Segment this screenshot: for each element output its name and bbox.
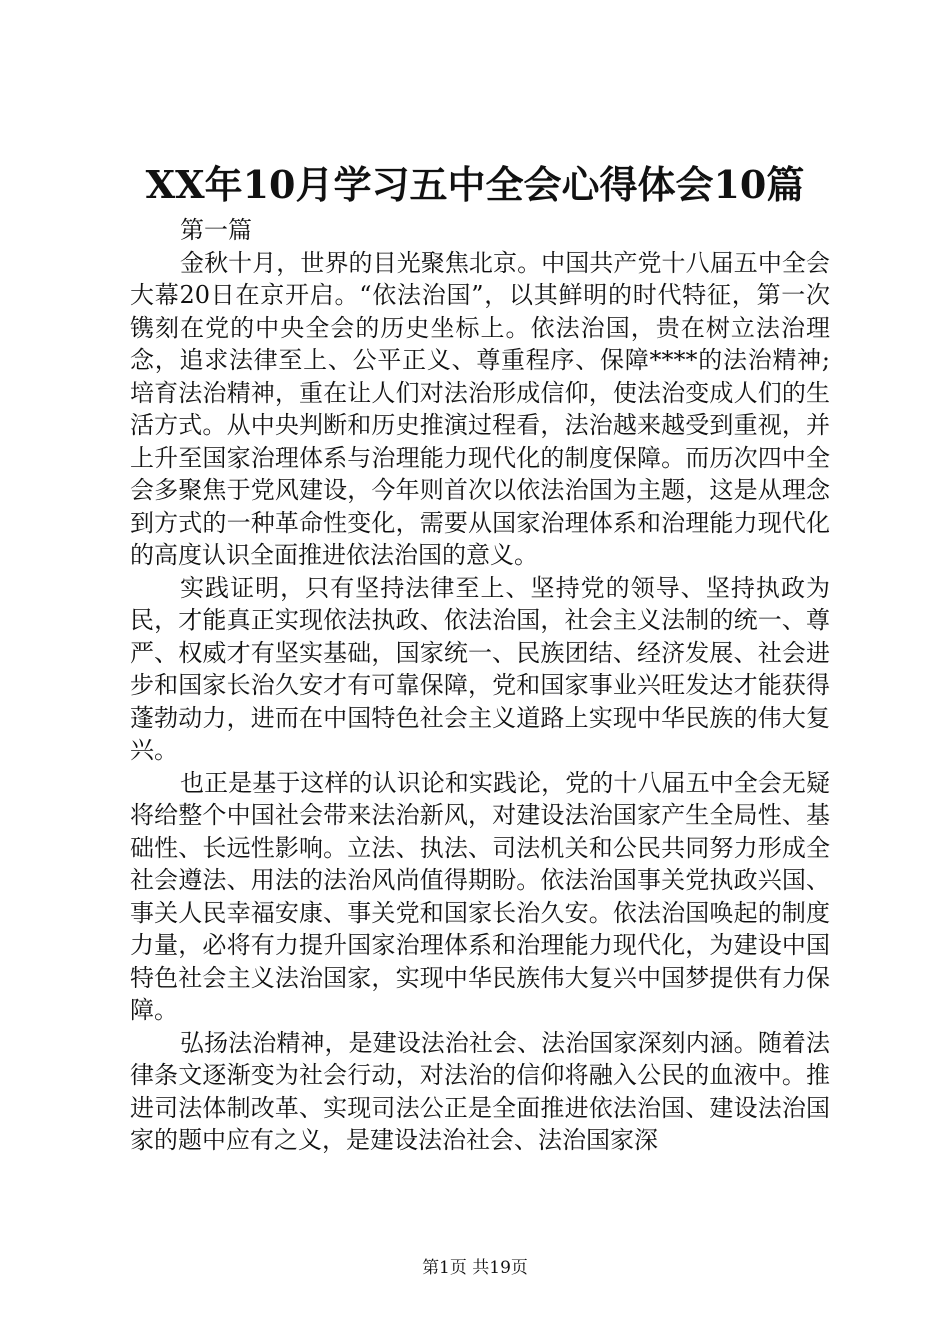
paragraph-4: 弘扬法治精神，是建设法治社会、法治国家深刻内涵。随着法律条文逐渐变为社会行动，对法治的信仰将融入公民的血液中。推进司法体制改革、实现司法公正是全面推进依法治国、建设法治国家的题中应有之义，是建设法治社会、法治国家深 bbox=[130, 1028, 830, 1154]
document-body bbox=[130, 214, 830, 1157]
document-title: XX年10月学习五中全会心得体会10篇 bbox=[145, 162, 805, 207]
paragraph-3: 也正是基于这样的认识论和实践论，党的十八届五中全会无疑将给整个中国社会带来法治新风，对建设法治国家产生全局性、基础性、长远性影响。立法、执法、司法机关和公民共同努力形成全社会遵法、用法的法治风尚值得期盼。依法治国事关党执政兴国、事关人民幸福安康、事关党和国家长治久安。依法治国唤起的制度力量，必将有力提升国家治理体系和治理能力现代化，为建设中国特色社会主义法治国家，实现中华民族伟大复兴中国梦提供有力保障。 bbox=[130, 768, 830, 1024]
paragraph-1: 金秋十月，世界的目光聚焦北京。中国共产党十八届五中全会大幕20日在京开启。“依法治国”，以其鲜明的时代特征，第一次镌刻在党的中央全会的历史坐标上。依法治国，贵在树立法治理念，追求法律至上、公平正义、尊重程序、保障****的法治精神;培育法治精神，重在让人们对法治形成信仰，使法治变成人们的生活方式。从中央判断和历史推演过程看，法治越来越受到重视，并上升至国家治理体系与治理能力现代化的制度保障。而历次四中全会多聚焦于党风建设，今年则首次以依法治国为主题，这是从理念到方式的一种革命性变化，需要从国家治理体系和治理能力现代化的高度认识全面推进依法治国的意义。 bbox=[130, 248, 830, 569]
page-footer: 第1页 共19页 bbox=[422, 1258, 528, 1278]
paragraph-2: 实践证明，只有坚持法律至上、坚持党的领导、坚持执政为民，才能真正实现依法执政、依法治国，社会主义法制的统一、尊严、权威才有坚实基础，国家统一、民族团结、经济发展、社会进步和国家长治久安才有可靠保障，党和国家事业兴旺发达才能获得蓬勃动力，进而在中国特色社会主义道路上实现中华民族的伟大复兴。 bbox=[130, 573, 830, 764]
section-heading: 第一篇 bbox=[180, 216, 252, 244]
